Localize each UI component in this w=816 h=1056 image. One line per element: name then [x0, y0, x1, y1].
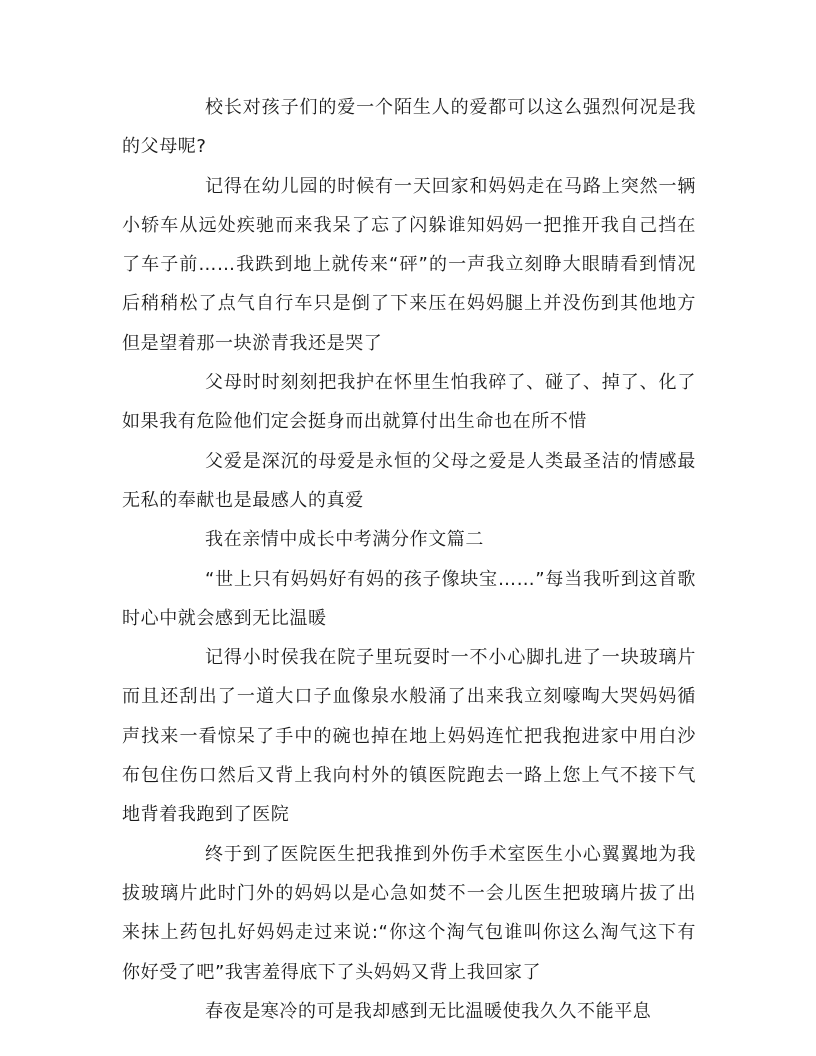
document-body [122, 88, 696, 1031]
paragraph: 父母时时刻刻把我护在怀里生怕我碎了、碰了、掉了、化了如果我有危险他们定会挺身而出就算付出生命也在所不惜 [122, 372, 696, 433]
paragraph: 父爱是深沉的母爱是永恒的父母之爱是人类最圣洁的情感最无私的奉献也是最感人的真爱 [122, 450, 696, 511]
paragraph: 春夜是寒冷的可是我却感到无比温暖使我久久不能平息 [205, 1000, 652, 1022]
section-heading: 我在亲情中成长中考满分作文篇二 [205, 529, 484, 551]
paragraph: 校长对孩子们的爱一个陌生人的爱都可以这么强烈何况是我的父母呢? [122, 97, 696, 158]
paragraph: 终于到了医院医生把我推到外伤手术室医生小心翼翼地为我拔玻璃片此时门外的妈妈以是心急如焚不一会儿医生把玻璃片拔了出来抹上药包扎好妈妈走过来说:“你这个淘气包谁叫你这么淘气这下有你好受了吧”我害羞得底下了头妈妈又背上我回家了 [122, 843, 696, 983]
paragraph: 记得在幼儿园的时候有一天回家和妈妈走在马路上突然一辆小轿车从远处疾驰而来我呆了忘了闪躲谁知妈妈一把推开我自己挡在了车子前……我跌到地上就传来“砰”的一声我立刻睁大眼睛看到情况后稍稍松了点气自行车只是倒了下来压在妈妈腿上并没伤到其他地方但是望着那一块淤青我还是哭了 [122, 175, 696, 354]
paragraph: “世上只有妈妈好有妈的孩子像块宝……”每当我听到这首歌时心中就会感到无比温暖 [122, 568, 696, 629]
paragraph: 记得小时侯我在院子里玩耍时一不小心脚扎进了一块玻璃片而且还刮出了一道大口子血像泉水般涌了出来我立刻嚎啕大哭妈妈循声找来一看惊呆了手中的碗也掉在地上妈妈连忙把我抱进家中用白沙布包住伤口然后又背上我向村外的镇医院跑去一路上您上气不接下气地背着我跑到了医院 [122, 647, 696, 826]
